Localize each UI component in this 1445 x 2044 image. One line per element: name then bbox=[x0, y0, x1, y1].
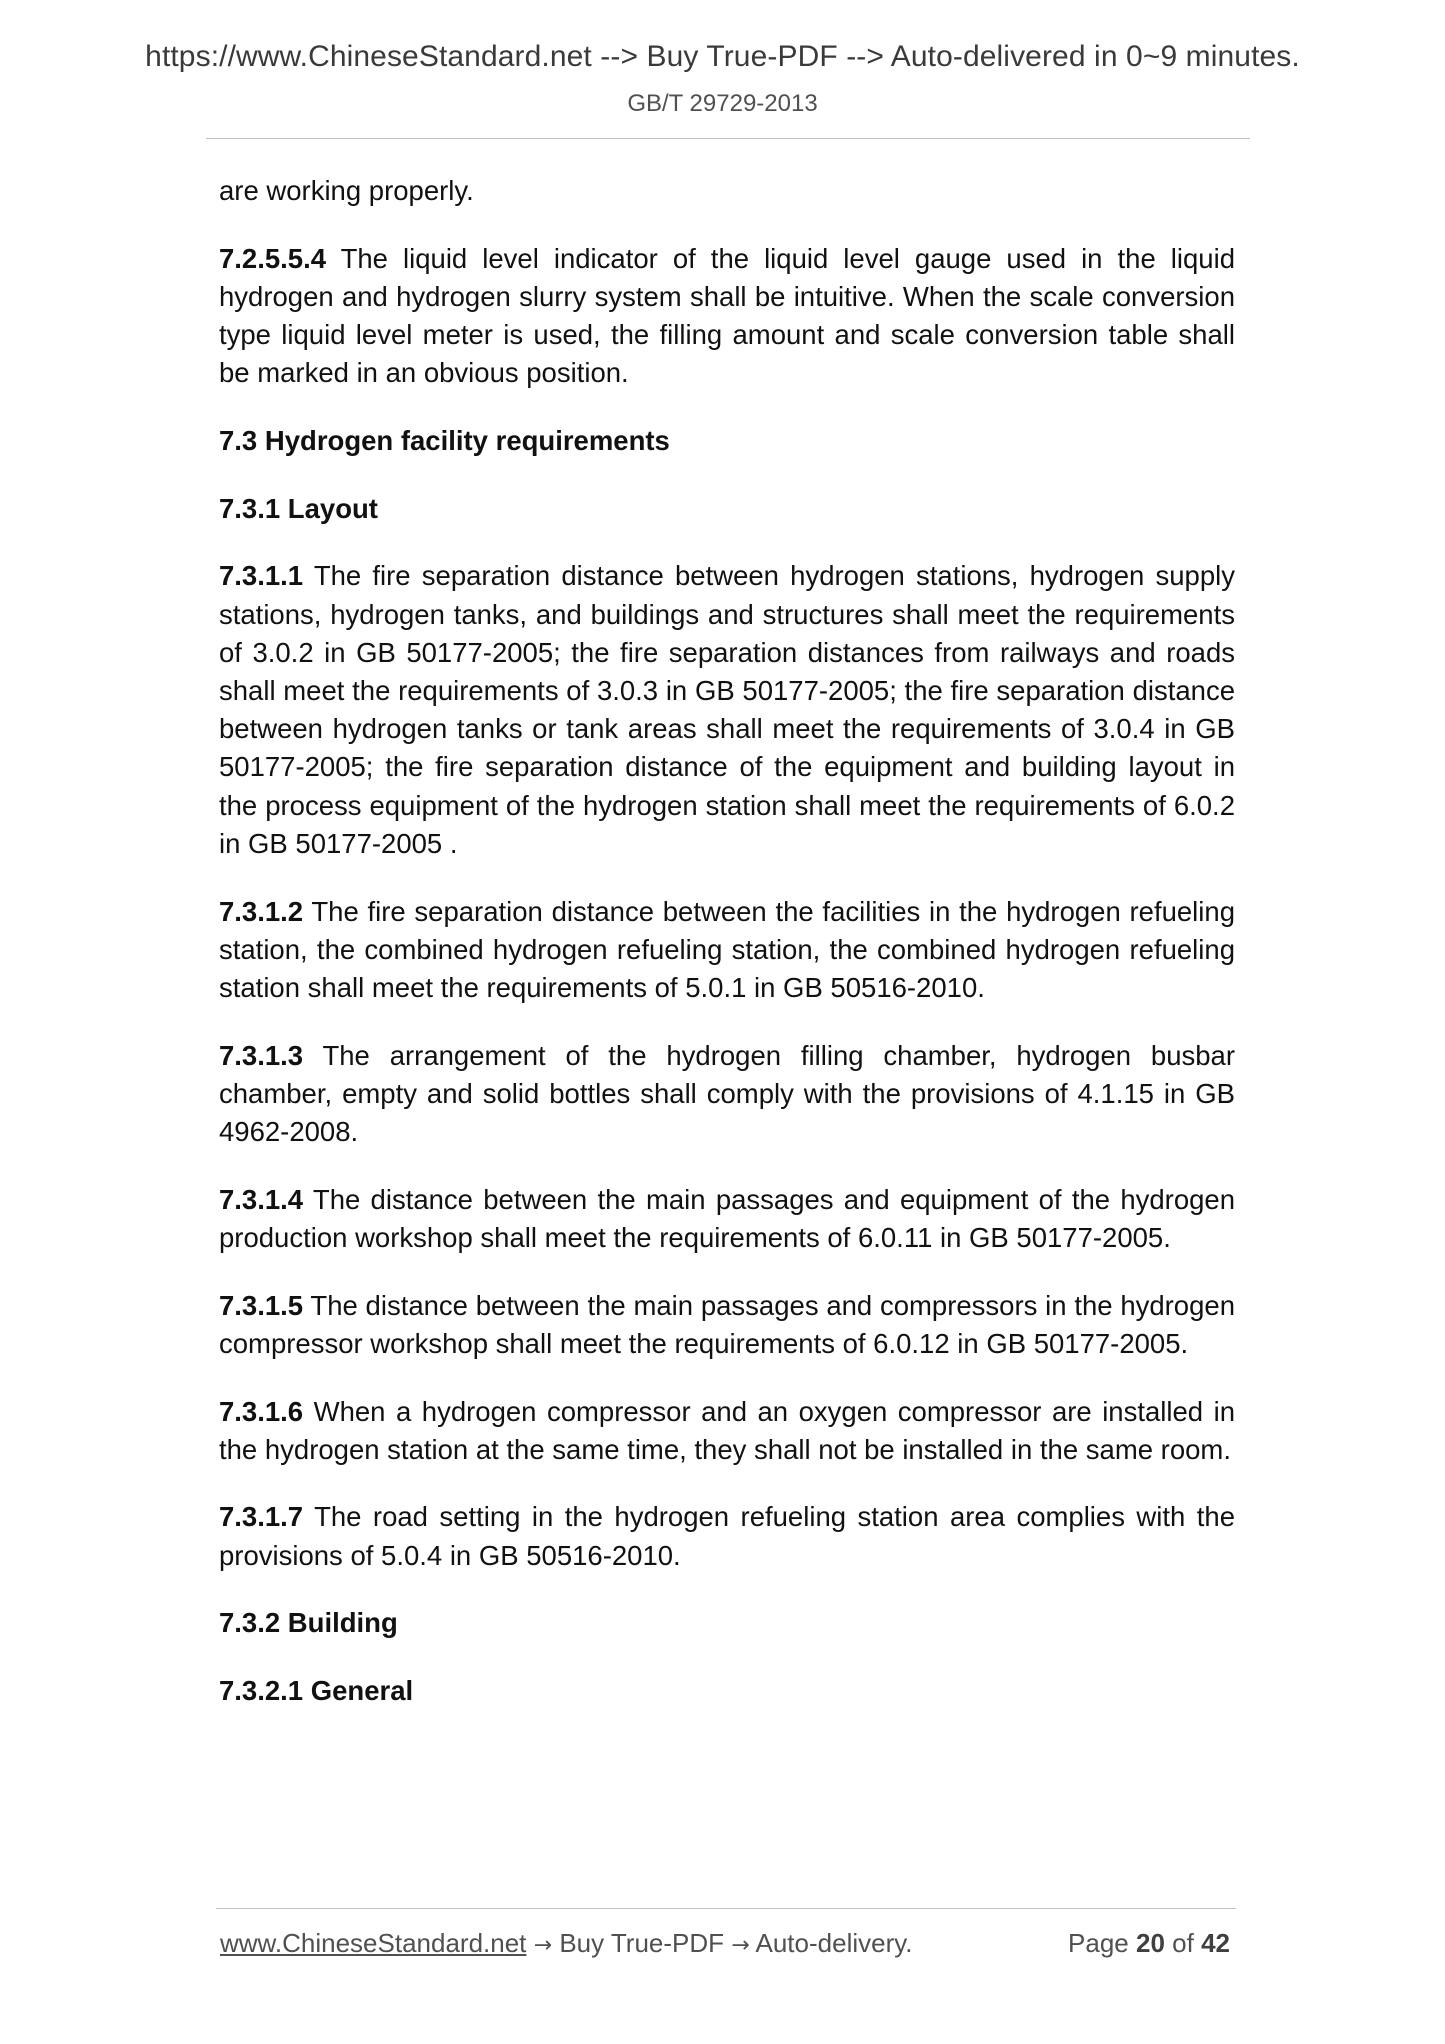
clause-text: The distance between the main passages and compressors in the hydrogen compressor workshop shall meet the requirements of 6.0.12 in GB 50177-2005. bbox=[219, 1289, 1235, 1359]
clause-text: The fire separation distance between hydrogen stations, hydrogen supply stations, hydrogen tanks, and buildings and structures shall meet the requirements of 3.0.2 in GB 50177-2005; the fire separation distances from railways and roads shall meet the requirements of 3.0.3 in GB 50177-2005; the fire separation distance between hydrogen tanks or tank areas shall meet the requirements of 3.0.4 in GB 50177-2005; the fire separation distance of the equipment and building layout in the process equipment of the hydrogen station shall meet the requirements of 6.0.2 in GB 50177-2005 . bbox=[219, 560, 1235, 859]
clause-text: The liquid level indicator of the liquid level gauge used in the liquid hydrogen and hydrogen slurry system shall be intuitive. When the scale conversion type liquid level meter is used, the filling amount and scale conversion table shall be marked in an obvious position. bbox=[219, 242, 1235, 389]
arrow-right-icon: → bbox=[533, 1933, 553, 1958]
page-indicator bbox=[1068, 1928, 1230, 1959]
clause-7-2-5-5-4 bbox=[219, 240, 1235, 393]
buy-text: Buy True-PDF bbox=[559, 1928, 725, 1958]
page-number: 20 bbox=[1136, 1928, 1165, 1958]
clause-7-3-1-6 bbox=[219, 1393, 1235, 1469]
clause-7-3-1-4 bbox=[219, 1181, 1235, 1257]
footer-promo bbox=[220, 1928, 913, 1959]
section-heading-7-3: 7.3 Hydrogen facility requirements bbox=[219, 425, 670, 457]
clause-number: 7.2.5.5.4 bbox=[219, 242, 327, 274]
clause-7-3-1-7 bbox=[219, 1498, 1235, 1574]
header-url-banner: https://www.ChineseStandard.net --> Buy True-PDF --> Auto-delivered in 0~9 minutes. bbox=[145, 40, 1300, 73]
clause-7-3-1-5 bbox=[219, 1287, 1235, 1363]
document-body bbox=[219, 172, 1235, 1740]
clause-text: The fire separation distance between the facilities in the hydrogen refueling station, the combined hydrogen refueling station, the combined hydrogen refueling station shall meet the requirements of 5.0.1 in GB 50516-2010. bbox=[219, 895, 1235, 1003]
of-label: of bbox=[1172, 1928, 1194, 1958]
header-divider bbox=[206, 138, 1250, 139]
clause-number: 7.3.1.6 bbox=[219, 1395, 304, 1427]
clause-number: 7.3.1.2 bbox=[219, 895, 304, 927]
paragraph-continuation bbox=[219, 172, 1235, 210]
clause-7-3-1-3 bbox=[219, 1037, 1235, 1152]
clause-7-3-1-1 bbox=[219, 557, 1235, 863]
section-heading-7-3-2: 7.3.2 Building bbox=[219, 1607, 398, 1639]
footer-divider bbox=[216, 1908, 1236, 1909]
clause-text: When a hydrogen compressor and an oxygen compressor are installed in the hydrogen station at the same time, they shall not be installed in the same room. bbox=[219, 1395, 1236, 1465]
paragraph-text: are working properly. bbox=[219, 175, 474, 206]
delivery-text: Auto-delivery. bbox=[755, 1928, 913, 1958]
site-link[interactable]: www.ChineseStandard.net bbox=[220, 1928, 527, 1958]
page-label: Page bbox=[1068, 1928, 1129, 1958]
clause-7-3-1-2 bbox=[219, 893, 1235, 1008]
clause-number: 7.3.1.4 bbox=[219, 1183, 304, 1215]
clause-text: The road setting in the hydrogen refueling station area complies with the provisions of 5.0.4 in GB 50516-2010. bbox=[219, 1501, 1235, 1571]
section-heading-7-3-1: 7.3.1 Layout bbox=[219, 492, 378, 524]
clause-number: 7.3.1.5 bbox=[219, 1289, 304, 1321]
total-pages: 42 bbox=[1201, 1928, 1230, 1958]
standard-code: GB/T 29729-2013 bbox=[627, 90, 818, 117]
clause-number: 7.3.1.1 bbox=[219, 560, 304, 592]
clause-number: 7.3.1.3 bbox=[219, 1039, 304, 1071]
section-heading-7-3-2-1: 7.3.2.1 General bbox=[219, 1675, 414, 1707]
arrow-right-icon: → bbox=[731, 1933, 750, 1958]
clause-text: The distance between the main passages and equipment of the hydrogen production workshop shall meet the requirements of 6.0.11 in GB 50177-2005. bbox=[219, 1183, 1235, 1253]
clause-number: 7.3.1.7 bbox=[219, 1501, 304, 1533]
clause-text: The arrangement of the hydrogen filling chamber, hydrogen busbar chamber, empty and solid bottles shall comply with the provisions of 4.1.15 in GB 4962-2008. bbox=[219, 1039, 1235, 1148]
